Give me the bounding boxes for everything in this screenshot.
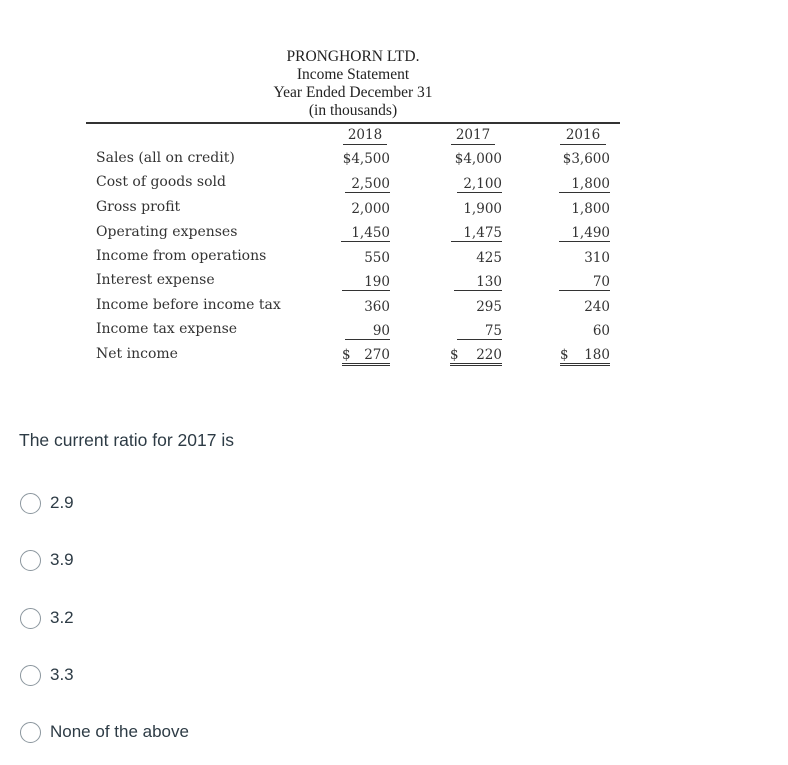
- income-statement: [0, 0, 788, 380]
- row-label-sales: Sales (all on credit): [96, 150, 235, 166]
- answer-option-3-2[interactable]: [20, 606, 74, 630]
- statement-title: Income Statement: [296, 66, 410, 83]
- cell-sales-2016: $3,600: [562, 151, 610, 167]
- year-header-2018: 2018: [343, 127, 387, 145]
- cell-income-before-tax-2017: 295: [476, 299, 502, 315]
- cell-sales-2017: $4,000: [454, 151, 502, 167]
- radio-button[interactable]: [20, 550, 41, 571]
- statement-period: Year Ended December 31: [273, 84, 433, 101]
- cell-operating-expenses-2017: 1,475: [451, 225, 502, 242]
- year-header-2016: 2016: [560, 127, 606, 145]
- cell-operating-expenses-2016: 1,490: [559, 225, 610, 242]
- cell-gross-profit-2016: 1,800: [571, 201, 610, 217]
- cell-income-before-tax-2016: 240: [584, 299, 610, 315]
- cell-income-from-operations-2017: 425: [476, 250, 502, 266]
- cell-interest-expense-2017: 130: [454, 274, 502, 291]
- answer-option-3-9[interactable]: [20, 548, 74, 572]
- cell-gross-profit-2018: 2,000: [351, 201, 390, 217]
- row-label-income-tax-expense: Income tax expense: [96, 321, 238, 337]
- year-header-2017: 2017: [451, 127, 495, 145]
- answer-option-3-3[interactable]: [20, 663, 74, 687]
- answer-option-label: 2.9: [50, 493, 74, 512]
- cell-income-from-operations-2018: 550: [364, 250, 390, 266]
- row-label-gross-profit: Gross profit: [96, 199, 181, 215]
- header-rule: [86, 122, 620, 124]
- cell-interest-expense-2016: 70: [559, 274, 610, 291]
- cell-cogs-2018: 2,500: [345, 176, 390, 193]
- row-label-cogs: Cost of goods sold: [96, 174, 226, 190]
- cell-gross-profit-2017: 1,900: [463, 201, 502, 217]
- row-label-interest-expense: Interest expense: [96, 272, 215, 288]
- answer-option-none-of-the-above[interactable]: [20, 720, 189, 744]
- cell-operating-expenses-2018: 1,450: [341, 225, 390, 242]
- cell-net-income-2018: $ 270: [342, 347, 390, 366]
- answer-option-label: 3.3: [50, 665, 74, 684]
- statement-header: [252, 48, 454, 120]
- row-label-net-income: Net income: [96, 346, 178, 362]
- cell-net-income-2017: $ 220: [450, 347, 502, 366]
- cell-sales-2018: $4,500: [342, 151, 390, 167]
- answer-option-label: 3.9: [50, 550, 74, 569]
- row-label-income-before-tax: Income before income tax: [96, 297, 281, 313]
- currency-symbol: $: [342, 347, 351, 363]
- cell-interest-expense-2018: 190: [342, 274, 390, 291]
- row-label-operating-expenses: Operating expenses: [96, 224, 238, 240]
- currency-symbol: $: [450, 347, 459, 363]
- company-name: PRONGHORN LTD.: [286, 48, 420, 65]
- cell-income-before-tax-2018: 360: [364, 299, 390, 315]
- answer-option-2-9[interactable]: [20, 491, 74, 515]
- radio-button[interactable]: [20, 722, 41, 743]
- cell-income-tax-2016: 60: [592, 323, 610, 339]
- currency-symbol: $: [560, 347, 569, 363]
- radio-button[interactable]: [20, 665, 41, 686]
- statement-units: (in thousands): [308, 102, 398, 119]
- cell-income-from-operations-2016: 310: [584, 250, 610, 266]
- answer-option-label: 3.2: [50, 608, 74, 627]
- answer-option-label: None of the above: [50, 722, 189, 741]
- cell-net-income-2016: $ 180: [560, 347, 610, 366]
- radio-button[interactable]: [20, 493, 41, 514]
- row-label-income-from-operations: Income from operations: [96, 248, 267, 264]
- cell-income-tax-2018: 90: [345, 323, 390, 340]
- cell-income-tax-2017: 75: [457, 323, 502, 340]
- cell-cogs-2016: 1,800: [559, 176, 610, 193]
- radio-button[interactable]: [20, 608, 41, 629]
- cell-cogs-2017: 2,100: [457, 176, 502, 193]
- question-text: The current ratio for 2017 is: [19, 430, 234, 450]
